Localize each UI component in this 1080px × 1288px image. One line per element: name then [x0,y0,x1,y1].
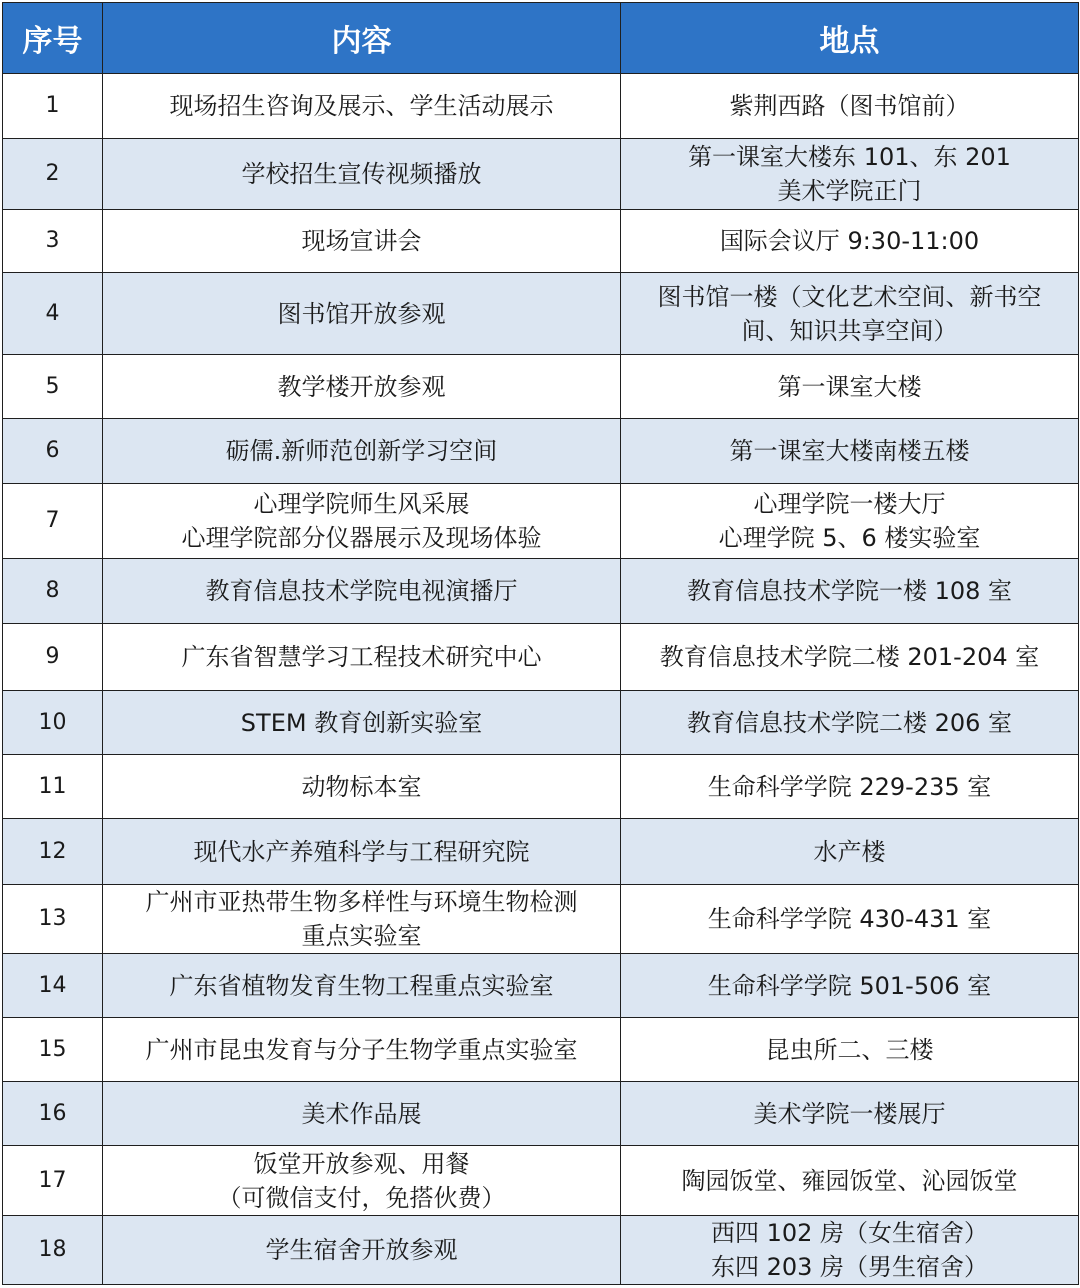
table-row [3,624,1079,691]
table-row [3,954,1079,1018]
cell-place: 美术学院一楼展厅 [621,1082,1079,1146]
cell-content: 广东省智慧学习工程技术研究中心 [103,624,621,691]
cell-content: 现代水产养殖科学与工程研究院 [103,819,621,885]
cell-place: 陶园饭堂、雍园饭堂、沁园饭堂 [621,1146,1079,1216]
cell-no: 8 [3,559,103,624]
table-row [3,355,1079,419]
cell-place: 水产楼 [621,819,1079,885]
cell-content: 广州市亚热带生物多样性与环境生物检测 重点实验室 [103,885,621,954]
cell-no: 3 [3,210,103,273]
cell-no: 14 [3,954,103,1018]
cell-place: 图书馆一楼（文化艺术空间、新书空 间、知识共享空间） [621,273,1079,355]
cell-place: 生命科学学院 229-235 室 [621,755,1079,819]
table-row [3,74,1079,139]
cell-no: 7 [3,484,103,559]
table-row [3,559,1079,624]
cell-no: 16 [3,1082,103,1146]
cell-content: 广东省植物发育生物工程重点实验室 [103,954,621,1018]
table-row [3,139,1079,210]
cell-no: 11 [3,755,103,819]
schedule-table [2,2,1079,1285]
table-row [3,484,1079,559]
cell-place: 心理学院一楼大厅 心理学院 5、6 楼实验室 [621,484,1079,559]
table-row [3,1018,1079,1082]
table-row [3,885,1079,954]
cell-place: 教育信息技术学院二楼 206 室 [621,691,1079,755]
table-body [3,74,1079,1285]
cell-place: 国际会议厅 9:30-11:00 [621,210,1079,273]
table-row [3,1216,1079,1285]
cell-content: 教育信息技术学院电视演播厅 [103,559,621,624]
header-content: 内容 [103,3,621,74]
cell-no: 15 [3,1018,103,1082]
cell-place: 第一课室大楼东 101、东 201 美术学院正门 [621,139,1079,210]
table-row [3,819,1079,885]
cell-place: 教育信息技术学院一楼 108 室 [621,559,1079,624]
cell-content: STEM 教育创新实验室 [103,691,621,755]
cell-place: 西四 102 房（女生宿舍） 东四 203 房（男生宿舍） [621,1216,1079,1285]
cell-place: 昆虫所二、三楼 [621,1018,1079,1082]
cell-place: 教育信息技术学院二楼 201-204 室 [621,624,1079,691]
cell-no: 6 [3,419,103,484]
cell-no: 13 [3,885,103,954]
cell-no: 17 [3,1146,103,1216]
cell-content: 图书馆开放参观 [103,273,621,355]
table-row [3,755,1079,819]
cell-content: 现场招生咨询及展示、学生活动展示 [103,74,621,139]
cell-place: 紫荆西路（图书馆前） [621,74,1079,139]
cell-place: 生命科学学院 501-506 室 [621,954,1079,1018]
table-row [3,1146,1079,1216]
cell-content: 美术作品展 [103,1082,621,1146]
cell-no: 4 [3,273,103,355]
header-no: 序号 [3,3,103,74]
table-row [3,691,1079,755]
cell-no: 18 [3,1216,103,1285]
table-row [3,1082,1079,1146]
cell-content: 学校招生宣传视频播放 [103,139,621,210]
cell-no: 1 [3,74,103,139]
cell-content: 动物标本室 [103,755,621,819]
cell-place: 第一课室大楼 [621,355,1079,419]
cell-content: 心理学院师生风采展 心理学院部分仪器展示及现场体验 [103,484,621,559]
header-place: 地点 [621,3,1079,74]
table-header [3,3,1079,74]
cell-content: 砺儒.新师范创新学习空间 [103,419,621,484]
cell-place: 生命科学学院 430-431 室 [621,885,1079,954]
cell-no: 10 [3,691,103,755]
table-row [3,210,1079,273]
cell-content: 教学楼开放参观 [103,355,621,419]
cell-place: 第一课室大楼南楼五楼 [621,419,1079,484]
table-row [3,273,1079,355]
cell-no: 5 [3,355,103,419]
cell-content: 学生宿舍开放参观 [103,1216,621,1285]
cell-content: 现场宣讲会 [103,210,621,273]
table-row [3,419,1079,484]
header-row [3,3,1079,74]
cell-no: 2 [3,139,103,210]
cell-content: 广州市昆虫发育与分子生物学重点实验室 [103,1018,621,1082]
cell-no: 9 [3,624,103,691]
cell-no: 12 [3,819,103,885]
cell-content: 饭堂开放参观、用餐 （可微信支付，免搭伙费） [103,1146,621,1216]
